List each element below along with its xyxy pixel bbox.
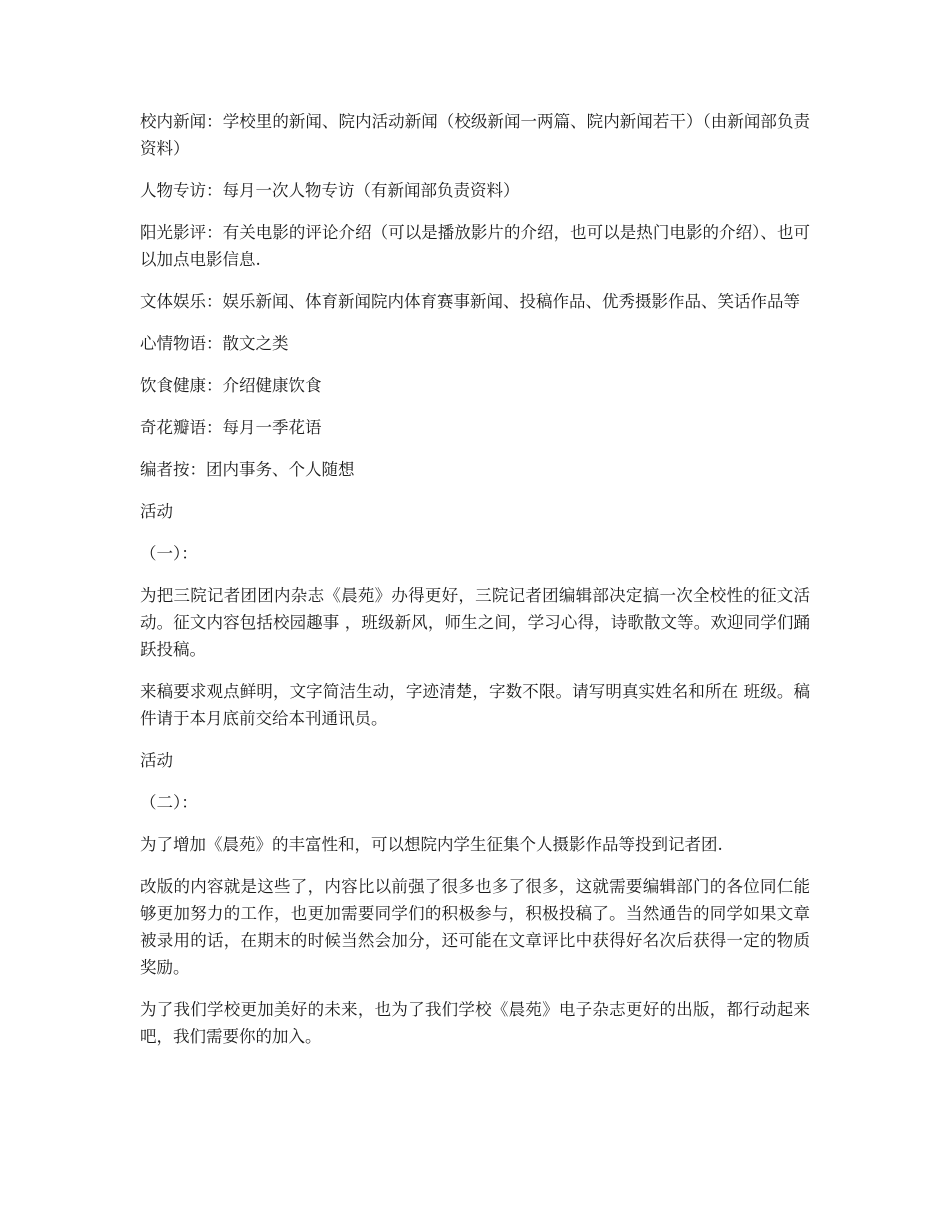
paragraph-submission-rules: 来稿要求观点鲜明，文字简洁生动，字迹清楚，字数不限。请写明真实姓名和所在 班级。稿件请于本月底前交给本刊通讯员。 bbox=[140, 682, 810, 728]
paragraph-film-review: 阳光影评：有关电影的评论介绍（可以是播放影片的介绍，也可以是热门电影的介绍）、也可以加点电影信息. bbox=[140, 223, 810, 269]
paragraph-revision-summary: 改版的内容就是这些了，内容比以前强了很多也多了很多，这就需要编辑部门的各位同仁能够更加努力的工作，也更加需要同学们的积极参与，积极投稿了。当然通告的同学如果文章被录用的话，在期末的时候当然会加分，还可能在文章评比中获得好名次后获得一定的物质奖励。 bbox=[140, 877, 810, 977]
paragraph-essay-contest: 为把三院记者团团内杂志《晨苑》办得更好，三院记者团编辑部决定搞一次全校性的征文活动。征文内容包括校园趣事 ，班级新风，师生之间，学习心得，诗歌散文等。欢迎同学们踊跃投稿。 bbox=[140, 586, 810, 659]
paragraph-campus-news: 校内新闻：学校里的新闻、院内活动新闻（校级新闻一两篇、院内新闻若干）（由新闻部负责资料） bbox=[140, 112, 810, 158]
paragraph-mood: 心情物语：散文之类 bbox=[140, 334, 289, 353]
heading-activity-2: 活动 bbox=[140, 751, 173, 770]
heading-activity-2-number: （二）： bbox=[140, 793, 198, 812]
paragraph-health: 饮食健康：介绍健康饮食 bbox=[140, 376, 322, 395]
heading-activity-1-number: （一）： bbox=[140, 544, 198, 563]
paragraph-photo-collection: 为了增加《晨苑》的丰富性和，可以想院内学生征集个人摄影作品等投到记者团. bbox=[140, 835, 723, 854]
paragraph-flower: 奇花瓣语：每月一季花语 bbox=[140, 418, 322, 437]
paragraph-interview: 人物专访：每月一次人物专访（有新闻部负责资料） bbox=[140, 181, 520, 200]
paragraph-entertainment: 文体娱乐：娱乐新闻、体育新闻院内体育赛事新闻、投稿作品、优秀摄影作品、笑话作品等 bbox=[140, 292, 800, 311]
paragraph-editor-note: 编者按：团内事务、个人随想 bbox=[140, 460, 355, 479]
document-page bbox=[140, 108, 810, 1065]
paragraph-call-to-action: 为了我们学校更加美好的未来，也为了我们学校《晨苑》电子杂志更好的出版，都行动起来吧，我们需要你的加入。 bbox=[140, 1000, 810, 1046]
heading-activity-1: 活动 bbox=[140, 502, 173, 521]
